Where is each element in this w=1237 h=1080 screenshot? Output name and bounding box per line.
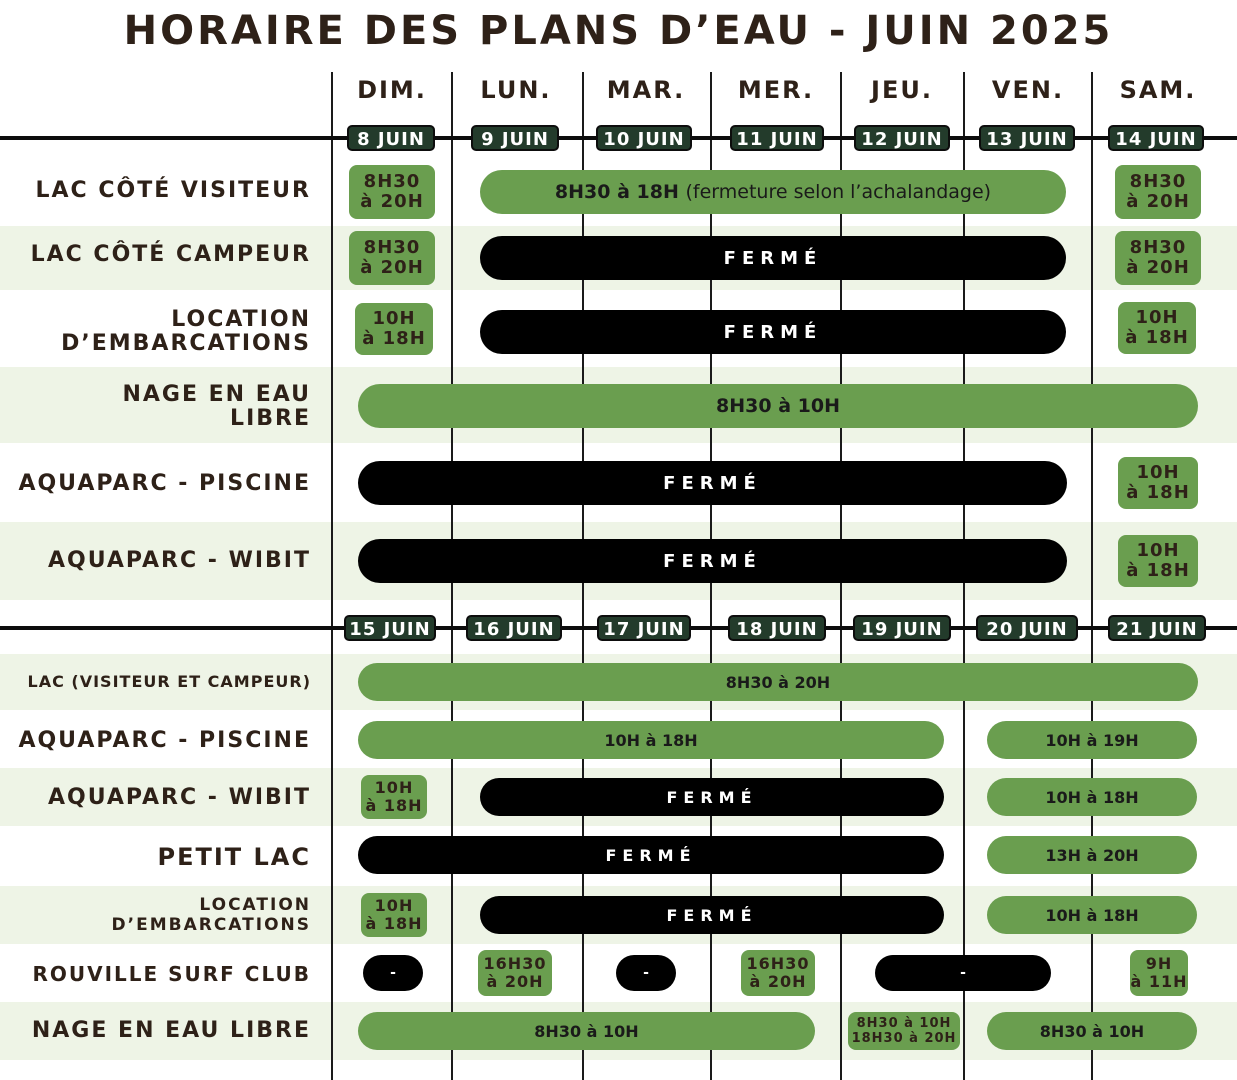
time-text: 10H (1136, 540, 1180, 561)
date-badge: 21 JUIN (1108, 615, 1206, 641)
row-label-lac-campeur: LAC CÔTÉ CAMPEUR (30, 242, 311, 267)
row-label-nage: NAGE EN EAU LIBRE (122, 382, 311, 431)
schedule-bar: 8H30 à 10H (987, 1012, 1197, 1050)
time-text: à 20H (1126, 191, 1190, 212)
row-label-piscine: AQUAPARC - PISCINE (18, 728, 311, 753)
time-text: 10H (374, 896, 414, 915)
schedule-bar: 8H30 à 20H (358, 663, 1198, 701)
schedule-bar: 8H30 à 10H (358, 1012, 815, 1050)
row-label-location: LOCATION D’EMBARCATIONS (61, 307, 311, 356)
date-badge: 9 JUIN (471, 125, 559, 151)
schedule-box (349, 231, 435, 285)
grid-line (331, 72, 333, 1080)
row-label-lac-visiteur: LAC CÔTÉ VISITEUR (35, 178, 311, 203)
date-badge: 12 JUIN (854, 125, 950, 151)
time-text: 16H30 (746, 954, 810, 973)
closed-bar: FERMÉ (480, 236, 1066, 280)
time-text: 10H (1135, 307, 1179, 328)
schedule-box (741, 950, 815, 996)
schedule-box (349, 165, 435, 219)
date-badge: 13 JUIN (979, 125, 1075, 151)
time-text: à 18H (365, 914, 423, 933)
schedule-bar (480, 170, 1066, 214)
date-badge: 11 JUIN (730, 125, 824, 151)
day-header-mon: LUN. (480, 76, 552, 104)
schedule-box (361, 893, 427, 937)
time-text: 8H30 à 10H (856, 1016, 952, 1031)
schedule-box (848, 1012, 960, 1050)
schedule-box (478, 950, 552, 996)
day-header-sat: SAM. (1119, 76, 1197, 104)
closed-bar: FERMÉ (480, 896, 944, 934)
row-label-petit-lac: PETIT LAC (157, 843, 311, 871)
row-label-wibit: AQUAPARC - WIBIT (47, 785, 311, 810)
day-header-tue: MAR. (606, 76, 686, 104)
no-session-bar: - (363, 955, 423, 991)
time-text: 8H30 (1129, 237, 1187, 258)
schedule-bar: 10H à 19H (987, 721, 1197, 759)
time-text: 9H (1145, 954, 1173, 973)
time-text: à 20H (486, 972, 544, 991)
time-text: 8H30 (1129, 171, 1187, 192)
row-label-nage: NAGE EN EAU LIBRE (31, 1018, 311, 1043)
row-label-location: LOCATION D’EMBARCATIONS (111, 895, 311, 935)
row-label-piscine: AQUAPARC - PISCINE (18, 471, 311, 496)
schedule-bar: 8H30 à 10H (358, 384, 1198, 428)
time-text: 10H (372, 308, 416, 329)
time-text: à 18H (1126, 560, 1190, 581)
note-text: (fermeture selon l’achalandage) (685, 181, 992, 203)
time-text: à 18H (365, 796, 423, 815)
date-badge: 18 JUIN (728, 615, 826, 641)
time-text: 8H30 à 18H (554, 181, 679, 203)
schedule-box (1118, 457, 1198, 509)
time-text: 10H (374, 778, 414, 797)
date-badge: 19 JUIN (853, 615, 951, 641)
schedule-box (1115, 165, 1201, 219)
time-text: 8H30 (363, 237, 421, 258)
day-header-fri: VEN. (991, 76, 1065, 104)
schedule-box (1118, 535, 1198, 587)
closed-bar: FERMÉ (358, 539, 1067, 583)
closed-bar: FERMÉ (480, 778, 944, 816)
time-text: à 20H (1126, 257, 1190, 278)
date-badge: 15 JUIN (344, 615, 436, 641)
closed-bar: FERMÉ (480, 310, 1066, 354)
closed-bar: FERMÉ (358, 461, 1067, 505)
row-label-wibit: AQUAPARC - WIBIT (47, 548, 311, 573)
date-badge: 17 JUIN (597, 615, 691, 641)
schedule-bar: 10H à 18H (987, 896, 1197, 934)
page-title: HORAIRE DES PLANS D’EAU - JUIN 2025 (123, 8, 1114, 54)
no-session-bar: - (616, 955, 676, 991)
schedule-bar: 10H à 18H (987, 778, 1197, 816)
time-text: 18H30 à 20H (851, 1031, 957, 1046)
no-session-bar: - (875, 955, 1051, 991)
schedule-bar: 10H à 18H (358, 721, 944, 759)
date-badge: 20 JUIN (976, 615, 1078, 641)
date-badge: 8 JUIN (347, 125, 435, 151)
time-text: 8H30 (363, 171, 421, 192)
time-text: à 20H (360, 191, 424, 212)
schedule-box (361, 775, 427, 819)
time-text: à 18H (1125, 327, 1189, 348)
schedule-bar: 13H à 20H (987, 836, 1197, 874)
schedule-box (1130, 950, 1188, 996)
date-badge: 10 JUIN (596, 125, 692, 151)
date-badge: 14 JUIN (1108, 125, 1204, 151)
schedule-box (1115, 231, 1201, 285)
schedule-box (355, 303, 433, 355)
time-text: 16H30 (483, 954, 547, 973)
time-text: à 18H (362, 328, 426, 349)
time-text: à 20H (360, 257, 424, 278)
schedule-box (1118, 302, 1196, 354)
closed-bar: FERMÉ (358, 836, 944, 874)
day-header-thu: JEU. (871, 76, 933, 104)
date-badge: 16 JUIN (466, 615, 562, 641)
time-text: à 11H (1130, 972, 1188, 991)
time-text: à 20H (749, 972, 807, 991)
time-text: à 18H (1126, 482, 1190, 503)
day-header-sun: DIM. (357, 76, 427, 104)
row-label-lac: LAC (VISITEUR ET CAMPEUR) (27, 672, 311, 691)
time-text: 10H (1136, 462, 1180, 483)
row-label-surf: ROUVILLE SURF CLUB (32, 962, 311, 986)
day-header-wed: MER. (737, 76, 815, 104)
